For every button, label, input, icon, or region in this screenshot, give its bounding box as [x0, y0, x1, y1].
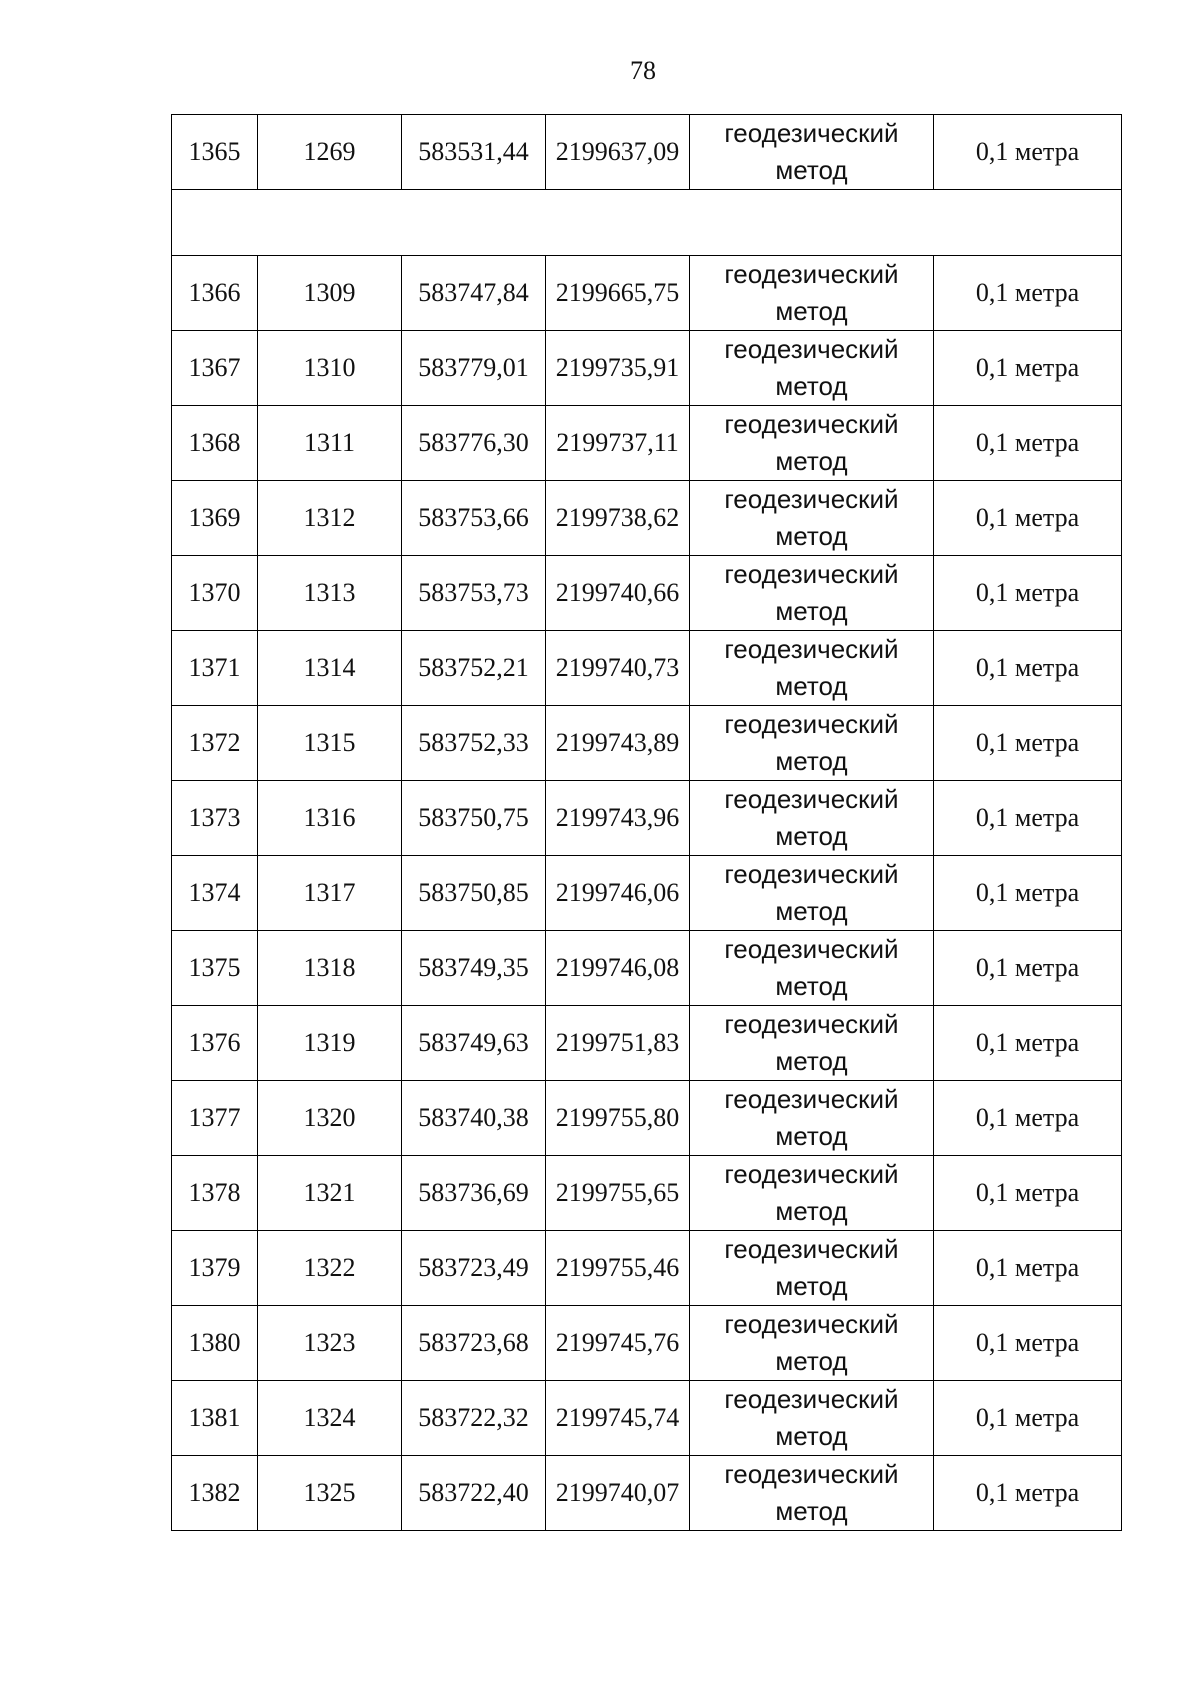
accuracy-cell: 0,1 метра	[934, 706, 1122, 781]
method-line-1: геодезический	[724, 1084, 899, 1114]
row-number-cell: 1371	[172, 631, 258, 706]
table-row	[172, 481, 1122, 556]
method-line-1: геодезический	[724, 259, 899, 289]
row-number-cell: 1376	[172, 1006, 258, 1081]
method-line-1: геодезический	[724, 1009, 899, 1039]
method-line-1: геодезический	[724, 634, 899, 664]
y-coordinate-cell: 2199740,66	[546, 556, 690, 631]
y-coordinate-cell: 2199745,74	[546, 1381, 690, 1456]
row-number-cell: 1370	[172, 556, 258, 631]
method-line-2: метод	[775, 1121, 848, 1151]
method-line-1: геодезический	[724, 1309, 899, 1339]
coordinates-table-body	[172, 115, 1122, 1531]
method-line-1: геодезический	[724, 559, 899, 589]
accuracy-cell: 0,1 метра	[934, 1231, 1122, 1306]
accuracy-cell: 0,1 метра	[934, 1456, 1122, 1531]
method-cell	[690, 1306, 934, 1381]
method-cell	[690, 556, 934, 631]
row-number-cell: 1367	[172, 331, 258, 406]
x-coordinate-cell: 583750,85	[402, 856, 546, 931]
method-line-1: геодезический	[724, 118, 899, 148]
table-row	[172, 931, 1122, 1006]
method-cell	[690, 1156, 934, 1231]
y-coordinate-cell: 2199735,91	[546, 331, 690, 406]
method-line-2: метод	[775, 821, 848, 851]
point-number-cell: 1318	[258, 931, 402, 1006]
method-line-2: метод	[775, 1196, 848, 1226]
row-number-cell: 1373	[172, 781, 258, 856]
row-number-cell: 1375	[172, 931, 258, 1006]
method-line-1: геодезический	[724, 1384, 899, 1414]
method-line-2: метод	[775, 1346, 848, 1376]
point-number-cell: 1313	[258, 556, 402, 631]
method-cell	[690, 256, 934, 331]
table-row	[172, 1456, 1122, 1531]
y-coordinate-cell: 2199738,62	[546, 481, 690, 556]
accuracy-cell: 0,1 метра	[934, 931, 1122, 1006]
point-number-cell: 1322	[258, 1231, 402, 1306]
method-cell	[690, 856, 934, 931]
accuracy-cell: 0,1 метра	[934, 406, 1122, 481]
row-number-cell: 1381	[172, 1381, 258, 1456]
point-number-cell: 1316	[258, 781, 402, 856]
row-number-cell: 1374	[172, 856, 258, 931]
row-number-cell: 1378	[172, 1156, 258, 1231]
table-row	[172, 631, 1122, 706]
table-row	[172, 781, 1122, 856]
table-row	[172, 1081, 1122, 1156]
accuracy-cell: 0,1 метра	[934, 631, 1122, 706]
x-coordinate-cell: 583723,49	[402, 1231, 546, 1306]
row-number-cell: 1377	[172, 1081, 258, 1156]
method-line-2: метод	[775, 371, 848, 401]
method-line-1: геодезический	[724, 1459, 899, 1489]
table-row	[172, 256, 1122, 331]
table-row	[172, 1231, 1122, 1306]
x-coordinate-cell: 583747,84	[402, 256, 546, 331]
method-line-1: геодезический	[724, 784, 899, 814]
x-coordinate-cell: 583723,68	[402, 1306, 546, 1381]
table-row	[172, 331, 1122, 406]
y-coordinate-cell: 2199740,07	[546, 1456, 690, 1531]
accuracy-cell: 0,1 метра	[934, 1381, 1122, 1456]
x-coordinate-cell: 583753,66	[402, 481, 546, 556]
method-cell	[690, 115, 934, 190]
y-coordinate-cell: 2199755,46	[546, 1231, 690, 1306]
method-cell	[690, 1006, 934, 1081]
row-number-cell: 1369	[172, 481, 258, 556]
x-coordinate-cell: 583776,30	[402, 406, 546, 481]
method-line-1: геодезический	[724, 409, 899, 439]
accuracy-cell: 0,1 метра	[934, 781, 1122, 856]
method-line-1: геодезический	[724, 709, 899, 739]
method-line-1: геодезический	[724, 334, 899, 364]
method-cell	[690, 631, 934, 706]
method-line-2: метод	[775, 746, 848, 776]
blank-cell	[172, 190, 1122, 256]
method-cell	[690, 1081, 934, 1156]
method-line-2: метод	[775, 896, 848, 926]
method-cell	[690, 406, 934, 481]
point-number-cell: 1317	[258, 856, 402, 931]
method-cell	[690, 481, 934, 556]
method-line-2: метод	[775, 1271, 848, 1301]
y-coordinate-cell: 2199743,96	[546, 781, 690, 856]
accuracy-cell: 0,1 метра	[934, 856, 1122, 931]
method-cell	[690, 1381, 934, 1456]
method-line-1: геодезический	[724, 859, 899, 889]
method-cell	[690, 331, 934, 406]
x-coordinate-cell: 583750,75	[402, 781, 546, 856]
accuracy-cell: 0,1 метра	[934, 1306, 1122, 1381]
accuracy-cell: 0,1 метра	[934, 1081, 1122, 1156]
y-coordinate-cell: 2199665,75	[546, 256, 690, 331]
method-cell	[690, 706, 934, 781]
point-number-cell: 1310	[258, 331, 402, 406]
point-number-cell: 1315	[258, 706, 402, 781]
x-coordinate-cell: 583749,63	[402, 1006, 546, 1081]
method-line-2: метод	[775, 671, 848, 701]
method-line-2: метод	[775, 971, 848, 1001]
row-number-cell: 1366	[172, 256, 258, 331]
x-coordinate-cell: 583753,73	[402, 556, 546, 631]
method-cell	[690, 1231, 934, 1306]
method-line-1: геодезический	[724, 484, 899, 514]
y-coordinate-cell: 2199740,73	[546, 631, 690, 706]
x-coordinate-cell: 583749,35	[402, 931, 546, 1006]
point-number-cell: 1314	[258, 631, 402, 706]
table-row	[172, 556, 1122, 631]
method-line-2: метод	[775, 155, 848, 185]
x-coordinate-cell: 583531,44	[402, 115, 546, 190]
x-coordinate-cell: 583752,33	[402, 706, 546, 781]
accuracy-cell: 0,1 метра	[934, 331, 1122, 406]
table-row	[172, 115, 1122, 190]
method-cell	[690, 781, 934, 856]
point-number-cell: 1325	[258, 1456, 402, 1531]
y-coordinate-cell: 2199751,83	[546, 1006, 690, 1081]
point-number-cell: 1319	[258, 1006, 402, 1081]
table-row-blank	[172, 190, 1122, 256]
row-number-cell: 1380	[172, 1306, 258, 1381]
method-cell	[690, 931, 934, 1006]
table-row	[172, 1006, 1122, 1081]
row-number-cell: 1368	[172, 406, 258, 481]
method-line-2: метод	[775, 521, 848, 551]
accuracy-cell: 0,1 метра	[934, 556, 1122, 631]
y-coordinate-cell: 2199745,76	[546, 1306, 690, 1381]
method-line-2: метод	[775, 596, 848, 626]
accuracy-cell: 0,1 метра	[934, 1156, 1122, 1231]
y-coordinate-cell: 2199746,08	[546, 931, 690, 1006]
row-number-cell: 1372	[172, 706, 258, 781]
y-coordinate-cell: 2199737,11	[546, 406, 690, 481]
row-number-cell: 1382	[172, 1456, 258, 1531]
table-row	[172, 1156, 1122, 1231]
method-line-2: метод	[775, 296, 848, 326]
accuracy-cell: 0,1 метра	[934, 115, 1122, 190]
point-number-cell: 1323	[258, 1306, 402, 1381]
page-number: 78	[630, 56, 656, 85]
x-coordinate-cell: 583722,32	[402, 1381, 546, 1456]
method-line-1: геодезический	[724, 934, 899, 964]
method-line-1: геодезический	[724, 1234, 899, 1264]
y-coordinate-cell: 2199755,65	[546, 1156, 690, 1231]
coordinates-table	[171, 114, 1122, 1531]
point-number-cell: 1324	[258, 1381, 402, 1456]
point-number-cell: 1309	[258, 256, 402, 331]
method-line-1: геодезический	[724, 1159, 899, 1189]
point-number-cell: 1312	[258, 481, 402, 556]
y-coordinate-cell: 2199755,80	[546, 1081, 690, 1156]
accuracy-cell: 0,1 метра	[934, 481, 1122, 556]
point-number-cell: 1269	[258, 115, 402, 190]
point-number-cell: 1320	[258, 1081, 402, 1156]
method-line-2: метод	[775, 446, 848, 476]
row-number-cell: 1379	[172, 1231, 258, 1306]
accuracy-cell: 0,1 метра	[934, 1006, 1122, 1081]
x-coordinate-cell: 583722,40	[402, 1456, 546, 1531]
method-cell	[690, 1456, 934, 1531]
table-row	[172, 706, 1122, 781]
y-coordinate-cell: 2199746,06	[546, 856, 690, 931]
x-coordinate-cell: 583736,69	[402, 1156, 546, 1231]
row-number-cell: 1365	[172, 115, 258, 190]
x-coordinate-cell: 583752,21	[402, 631, 546, 706]
method-line-2: метод	[775, 1421, 848, 1451]
table-row	[172, 1306, 1122, 1381]
method-line-2: метод	[775, 1046, 848, 1076]
x-coordinate-cell: 583740,38	[402, 1081, 546, 1156]
y-coordinate-cell: 2199637,09	[546, 115, 690, 190]
point-number-cell: 1321	[258, 1156, 402, 1231]
x-coordinate-cell: 583779,01	[402, 331, 546, 406]
accuracy-cell: 0,1 метра	[934, 256, 1122, 331]
table-row	[172, 406, 1122, 481]
method-line-2: метод	[775, 1496, 848, 1526]
table-row	[172, 856, 1122, 931]
point-number-cell: 1311	[258, 406, 402, 481]
table-row	[172, 1381, 1122, 1456]
y-coordinate-cell: 2199743,89	[546, 706, 690, 781]
